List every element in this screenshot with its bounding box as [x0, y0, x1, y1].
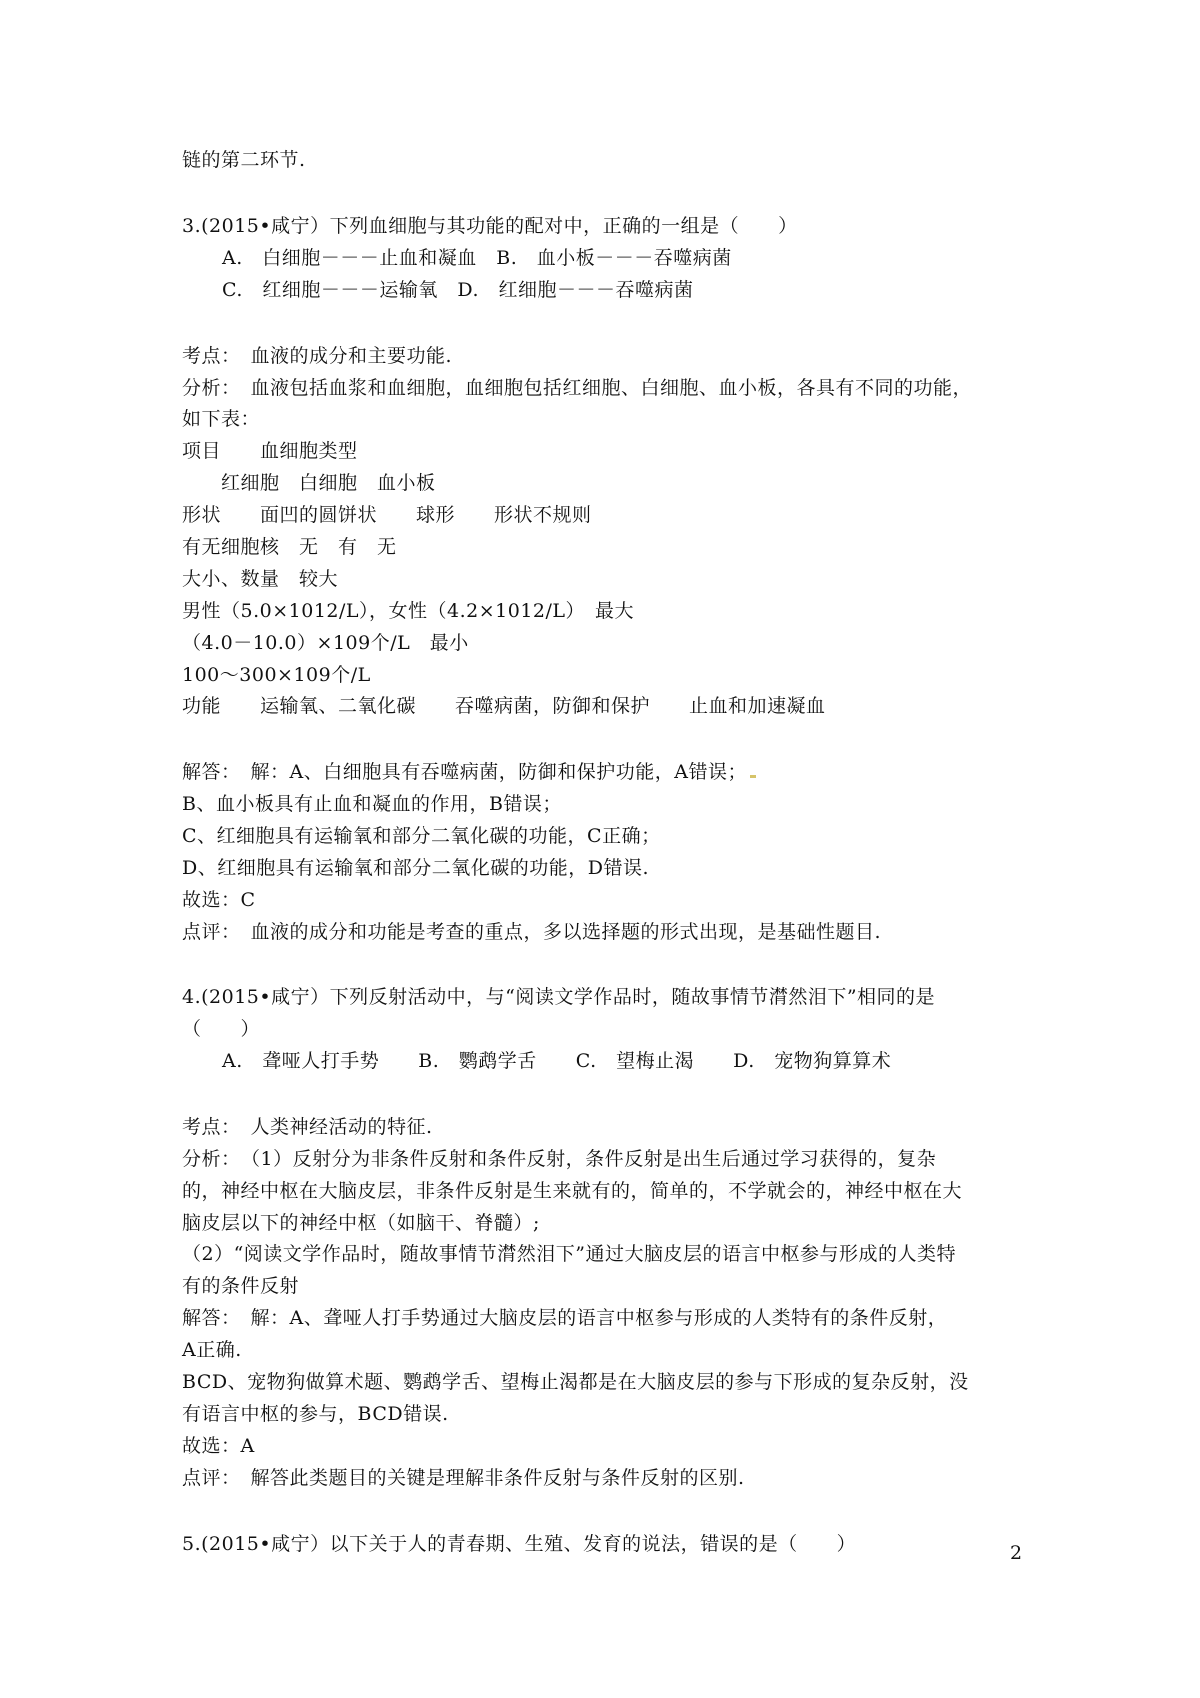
kaodian-line: 考点： 血液的成分和主要功能.	[182, 345, 453, 367]
question-4-stem-cont: （ ）	[182, 1018, 261, 1040]
text-line: D、红细胞具有运输氧和部分二氧化碳的功能，D错误.	[182, 857, 650, 879]
table-row: 功能 运输氧、二氧化碳 吞噬病菌，防御和保护 止血和加速凝血	[182, 695, 826, 717]
text-line: B、血小板具有止血和凝血的作用，B错误；	[182, 793, 562, 815]
answer-line: 故选：A	[182, 1435, 255, 1457]
dianping-line: 点评： 解答此类题目的关键是理解非条件反射与条件反射的区别.	[182, 1467, 745, 1489]
jieda-line: 解答： 解：A、白细胞具有吞噬病菌，防御和保护功能，A错误；	[182, 758, 756, 786]
table-row: 大小、数量 较大	[182, 568, 339, 590]
text-line: （2）“阅读文学作品时，随故事情节潸然泪下”通过大脑皮层的语言中枢参与形成的人类特	[182, 1243, 957, 1265]
table-row: 红细胞 白细胞 血小板	[182, 472, 436, 494]
dianping-line: 点评： 血液的成分和功能是考查的重点，多以选择题的形式出现，是基础性题目.	[182, 921, 882, 943]
fenxi-line: 分析： （1）反射分为非条件反射和条件反射，条件反射是出生后通过学习获得的，复杂	[182, 1148, 937, 1170]
text-line: 有的条件反射	[182, 1275, 300, 1297]
question-5-stem: 5.(2015•咸宁）以下关于人的青春期、生殖、发育的说法，错误的是（ ）	[182, 1533, 857, 1555]
table-row: 项目 血细胞类型	[182, 440, 358, 462]
table-row: 形状 面凹的圆饼状 球形 形状不规则	[182, 504, 592, 526]
question-3-options-cd: C. 红细胞－－－运输氧 D. 红细胞－－－吞噬病菌	[222, 279, 694, 301]
fenxi-line: 分析： 血液包括血浆和血细胞，血细胞包括红细胞、白细胞、血小板，各具有不同的功能，	[182, 377, 973, 399]
table-row: 有无细胞核 无 有 无	[182, 536, 397, 558]
page-number: 2	[1010, 1542, 1023, 1564]
text-line: 如下表：	[182, 408, 261, 430]
text-line: C、红细胞具有运输氧和部分二氧化碳的功能，C正确；	[182, 825, 661, 847]
table-row: 男性（5.0×1012/L），女性（4.2×1012/L） 最大	[182, 600, 635, 622]
kaodian-line: 考点： 人类神经活动的特征.	[182, 1116, 433, 1138]
text-line: A正确.	[182, 1339, 242, 1361]
text-line: 脑皮层以下的神经中枢（如脑干、脊髓）;	[182, 1212, 540, 1234]
text-line: 链的第二环节.	[182, 149, 306, 171]
highlight-mark	[750, 775, 756, 778]
question-4-options: A. 聋哑人打手势 B. 鹦鹉学舌 C. 望梅止渴 D. 宠物狗算算术	[222, 1050, 892, 1072]
answer-line: 故选：C	[182, 889, 256, 911]
text-line: BCD、宠物狗做算术题、鹦鹉学舌、望梅止渴都是在大脑皮层的参与下形成的复杂反射，没	[182, 1371, 969, 1393]
table-row: 100～300×109个/L	[182, 664, 371, 686]
question-3-options-ab: A. 白细胞－－－止血和凝血 B. 血小板－－－吞噬病菌	[222, 247, 732, 269]
question-3-stem: 3.(2015•咸宁）下列血细胞与其功能的配对中，正确的一组是（ ）	[182, 215, 798, 237]
table-row: （4.0－10.0）×109个/L 最小	[182, 632, 469, 654]
text-line: 有语言中枢的参与，BCD错误.	[182, 1403, 449, 1425]
jieda-line: 解答： 解：A、聋哑人打手势通过大脑皮层的语言中枢参与形成的人类特有的条件反射，	[182, 1307, 948, 1329]
question-4-stem: 4.(2015•咸宁）下列反射活动中，与“阅读文学作品时，随故事情节潸然泪下”相同的是	[182, 986, 936, 1008]
text-line: 的，神经中枢在大脑皮层，非条件反射是生来就有的，简单的，不学就会的，神经中枢在大	[182, 1180, 963, 1202]
